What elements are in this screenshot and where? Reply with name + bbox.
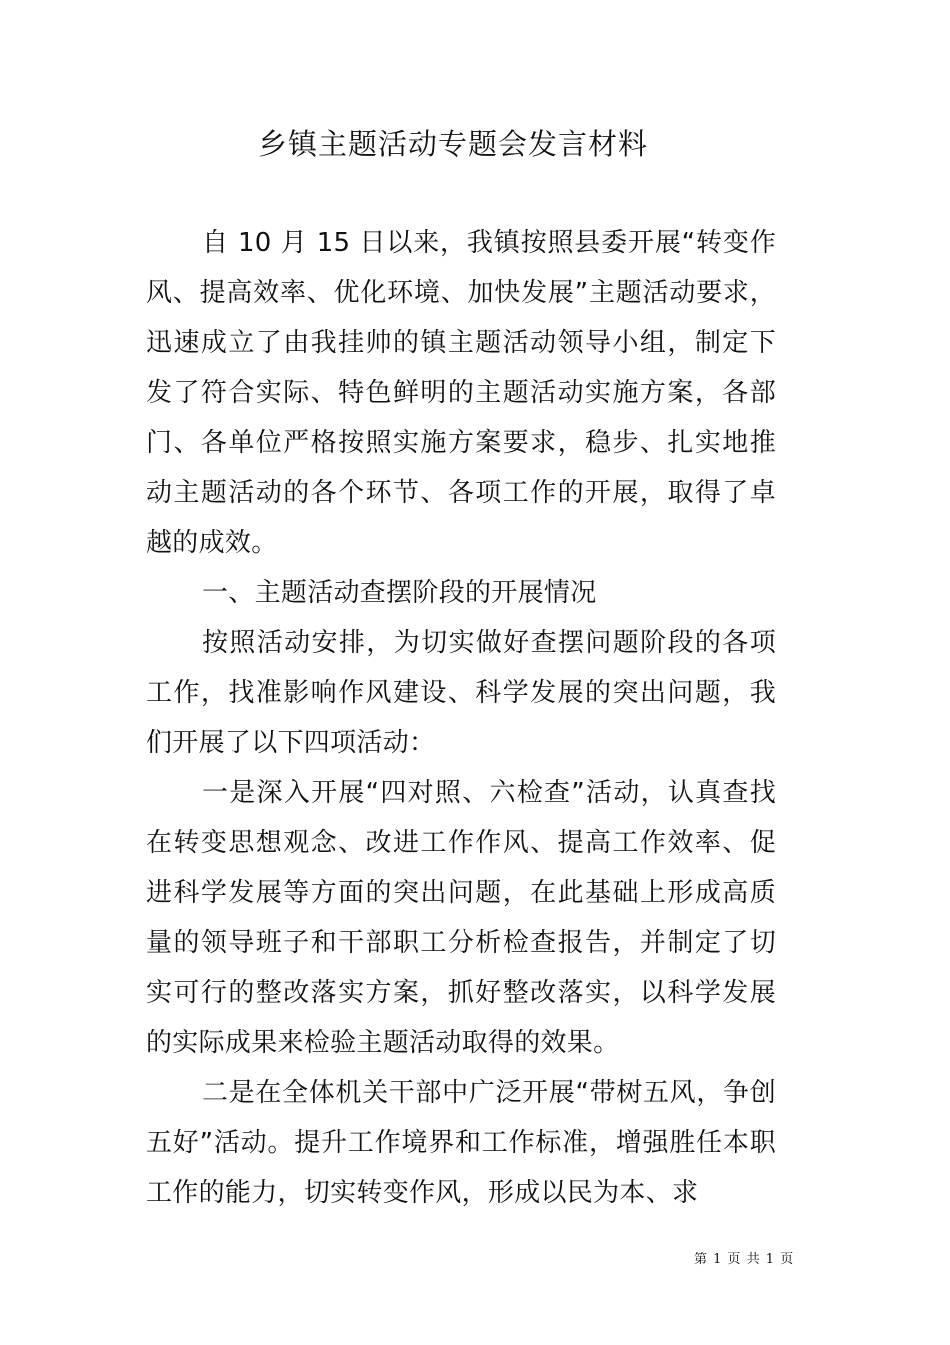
document-body bbox=[146, 218, 776, 1218]
page-number: 第 1 页 共 1 页 bbox=[694, 1252, 795, 1267]
paragraph-activity-1: 一是深入开展“四对照、六检查”活动，认真查找在转变思想观念、改进工作作风、提高工作效率、促进科学发展等方面的突出问题，在此基础上形成高质量的领导班子和干部职工分析检查报告，并制定了切实可行的整改落实方案，抓好整改落实，以科学发展的实际成果来检验主题活动取得的效果。 bbox=[146, 778, 776, 1058]
section-heading-1: 一、主题活动查摆阶段的开展情况 bbox=[202, 578, 597, 608]
paragraph-activity-2: 二是在全体机关干部中广泛开展“带树五风，争创五好”活动。提升工作境界和工作标准，增强胜任本职工作的能力，切实转变作风，形成以民为本、求 bbox=[146, 1078, 776, 1208]
paragraph-intro: 自 10 月 15 日以来，我镇按照县委开展“转变作风、提高效率、优化环境、加快发展”主题活动要求，迅速成立了由我挂帅的镇主题活动领导小组，制定下发了符合实际、特色鲜明的主题活动实施方案，各部门、各单位严格按照实施方案要求，稳步、扎实地推动主题活动的各个环节、各项工作的开展，取得了卓越的成效。 bbox=[146, 228, 776, 558]
document-title: 乡镇主题活动专题会发言材料 bbox=[257, 127, 648, 161]
paragraph-activity-overview: 按照活动安排，为切实做好查摆问题阶段的各项工作，找准影响作风建设、科学发展的突出问题，我们开展了以下四项活动： bbox=[146, 628, 776, 758]
